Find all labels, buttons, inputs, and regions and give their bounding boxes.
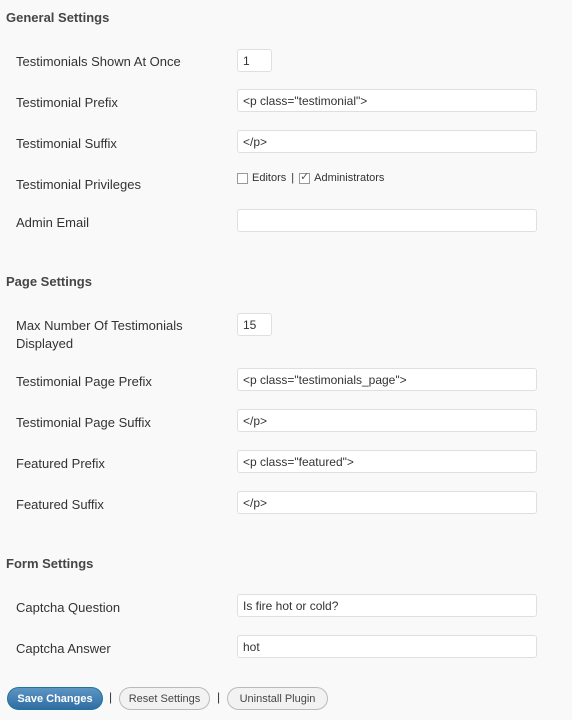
page-suffix-label: Testimonial Page Suffix xyxy=(16,415,151,430)
editors-label: Editors xyxy=(252,172,287,184)
administrators-checkbox[interactable] xyxy=(299,173,310,184)
testimonial-prefix-label: Testimonial Prefix xyxy=(16,95,118,110)
featured-suffix-input[interactable] xyxy=(237,491,537,514)
administrators-label: Administrators xyxy=(314,172,385,184)
actions-separator: | xyxy=(109,690,113,704)
captcha-question-label: Captcha Question xyxy=(16,600,121,615)
uninstall-plugin-button[interactable]: Uninstall Plugin xyxy=(227,687,328,710)
page-prefix-input[interactable] xyxy=(237,368,537,391)
save-changes-button[interactable]: Save Changes xyxy=(7,687,103,710)
testimonials-shown-input[interactable] xyxy=(237,49,272,72)
actions-separator: | xyxy=(217,690,221,704)
testimonials-shown-label: Testimonials Shown At Once xyxy=(16,54,181,69)
admin-email-label: Admin Email xyxy=(16,215,89,230)
page-prefix-label: Testimonial Page Prefix xyxy=(16,374,152,389)
featured-prefix-label: Featured Prefix xyxy=(16,456,105,471)
page-suffix-input[interactable] xyxy=(237,409,537,432)
captcha-answer-label: Captcha Answer xyxy=(16,641,111,656)
captcha-question-input[interactable] xyxy=(237,594,537,617)
max-testimonials-input[interactable] xyxy=(237,313,272,336)
page-settings-heading: Page Settings xyxy=(6,274,92,289)
general-settings-heading: General Settings xyxy=(6,10,110,25)
captcha-answer-input[interactable] xyxy=(237,635,537,658)
featured-suffix-label: Featured Suffix xyxy=(16,497,104,512)
testimonial-privileges-label: Testimonial Privileges xyxy=(16,177,141,192)
form-settings-heading: Form Settings xyxy=(6,556,94,571)
privileges-separator: | xyxy=(291,172,295,184)
admin-email-input[interactable] xyxy=(237,209,537,232)
reset-settings-button[interactable]: Reset Settings xyxy=(119,687,210,710)
featured-prefix-input[interactable] xyxy=(237,450,537,473)
testimonial-prefix-input[interactable] xyxy=(237,89,537,112)
testimonial-suffix-input[interactable] xyxy=(237,130,537,153)
testimonial-suffix-label: Testimonial Suffix xyxy=(16,136,117,151)
editors-checkbox[interactable] xyxy=(237,173,248,184)
privileges-group xyxy=(237,172,384,184)
max-testimonials-label: Max Number Of Testimonials Displayed xyxy=(16,318,183,351)
